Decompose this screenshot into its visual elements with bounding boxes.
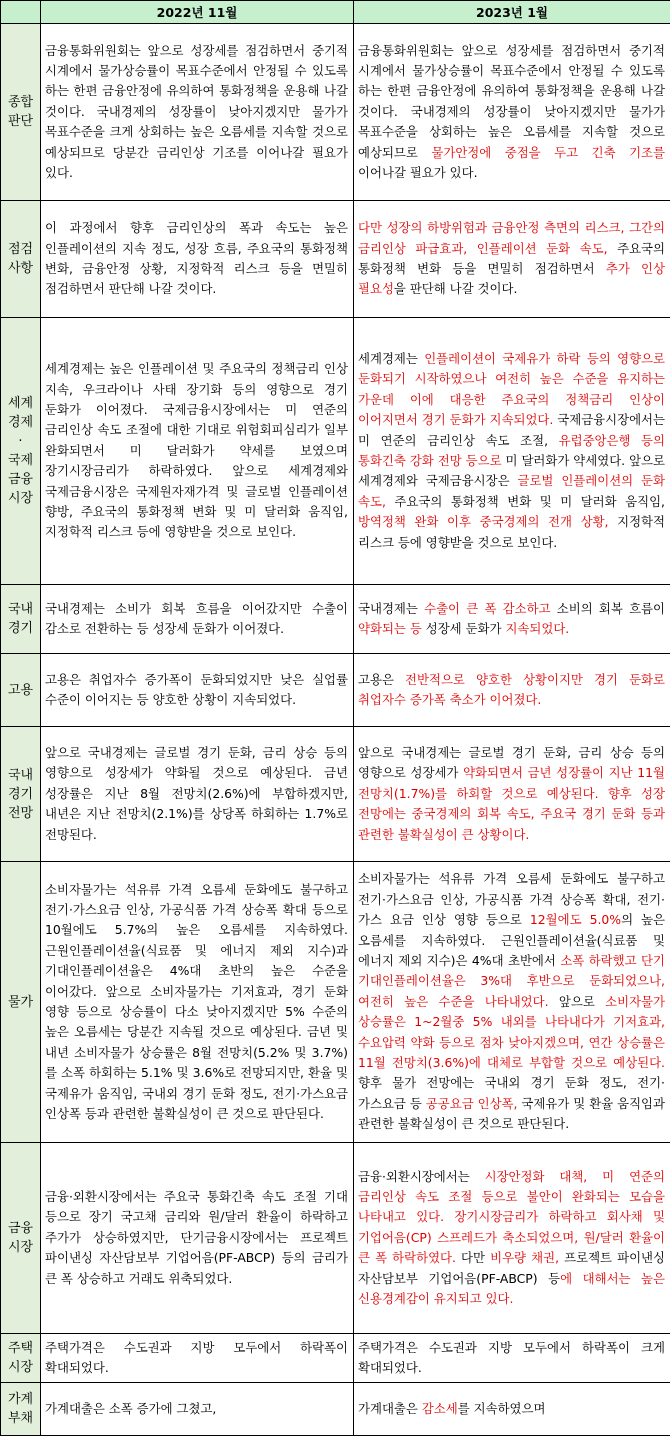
row-label: 금융 시장 bbox=[1, 1143, 41, 1334]
changed-text: 약화되면서 금년 성장률이 지난 11월 전망치(1.7%)를 하회할 것으로 예상된다. 향후 성장 전망에는 중국경제의 회복 속도, 주요국 경기 둔화 등과 관련한 불확실성이 큰 상황이다. bbox=[358, 765, 665, 841]
text: 주택가격은 수도권과 지방 모두에서 하락폭이 크게 확대되었다. bbox=[358, 1340, 665, 1375]
text: 이 과정에서 향후 금리인상의 폭과 속도는 높은 인플레이션의 지속 정도, 성장 흐름, 주요국의 통화정책 변화, 금융안정 상황, 지정학적 리스크 등을 면밀히 점검하면서 판단해 나갈 것이다. bbox=[45, 220, 348, 296]
text: 금융통화위원회는 앞으로 성장세를 점검하면서 중기적 시계에서 물가상승률이 목표수준에서 안정될 수 있도록 하는 한편 금융안정에 유의하여 통화정책을 운용해 나갈 것이다. 국내경제의 성장률이 낮아지겠지만 물가가 목표수준을 크게 상회하는 높은 오름세를 지속할 것으로 예상되므로 당분간 금리인상 기조를 이어나갈 필요가 있다. bbox=[45, 43, 348, 180]
cell-2023-01 bbox=[354, 727, 670, 862]
row-label: 국내 경기 전망 bbox=[1, 727, 41, 862]
text: 의 높은 오름세를 지속하였다. 근원인플레이션율(식료품 및 에너지 제외 지수)은 4%대 초반에서 bbox=[358, 912, 665, 968]
text: 미 달러화가 약세였다. 앞으로 세계경제와 국제금융시장은 bbox=[358, 453, 665, 488]
text: 앞으로 국내경제는 글로벌 경기 둔화, 금리 상승 등의 영향으로 성장세가 bbox=[358, 745, 665, 780]
row-label: 주택 시장 bbox=[1, 1334, 41, 1383]
cell-2023-01 bbox=[354, 862, 670, 1143]
cell-2023-01 bbox=[354, 1143, 670, 1334]
cell-2022-11 bbox=[41, 585, 354, 654]
cell-2022-11 bbox=[41, 1383, 354, 1436]
text: 주요국의 통화정책 변화 및 미 달러화 움직임, bbox=[386, 494, 665, 509]
cell-2023-01 bbox=[354, 1383, 670, 1436]
text: 프로젝트 파이낸싱 자산담보부 기업어음(PF-ABCP) 등 bbox=[358, 1250, 665, 1285]
text: 향후 물가 전망에는 국내외 경기 둔화 정도, 전기·가스요금 등 bbox=[358, 1075, 665, 1110]
row-label: 세계 경제 · 국제 금융 시장 bbox=[1, 318, 41, 585]
row-label: 가계 부채 bbox=[1, 1383, 41, 1436]
row-check-items bbox=[1, 201, 670, 318]
changed-text: 다만 성장의 하방위험과 금융안정 측면의 리스크, 그간의 금리인상 파급효과, 인플레이션 둔화 속도, bbox=[358, 220, 665, 255]
row-housing-market bbox=[1, 1334, 670, 1383]
text: 앞으로 bbox=[549, 994, 606, 1009]
text: 세계경제는 높은 인플레이션 및 주요국의 정책금리 인상 지속, 우크라이나 사태 장기화 등의 영향으로 경기 둔화가 이어졌다. 국제금융시장에서는 미 연준의 금리인상 속도 조절에 대한 기대로 위험회피심리가 일부 완화되면서 미 달러화가 약세를 보였으며 장기시장금리가 하락하였다. 앞으로 세계경제와 국제금융시장은 국제원자재가격 및 글로벌 인플레이션 향방, 주요국의 통화정책 변화 및 미 달러화 움직임, 지정학적 리스크 등에 영향받을 것으로 보인다. bbox=[45, 361, 348, 539]
text: 주택가격은 수도권과 지방 모두에서 하락폭이 확대되었다. bbox=[45, 1340, 348, 1375]
cell-2022-11 bbox=[41, 862, 354, 1143]
text: 고용은 취업자수 증가폭이 둔화되었지만 낮은 실업률 수준이 이어지는 등 양호한 상황이 지속되었다. bbox=[45, 672, 348, 707]
header-corner bbox=[1, 1, 41, 24]
text: 지정학적 리스크 등에 영향받을 것으로 보인다. bbox=[358, 514, 665, 549]
changed-text: 인플레이션이 국제유가 하락 등의 영향으로 둔화되기 시작하였으나 여전히 높은 수준을 유지하는 가운데 이에 대응한 주요국의 정책금리 인상이 이어지면서 경기 둔화가 지속되었다. bbox=[358, 351, 665, 427]
text: 이어나갈 필요가 있다. bbox=[358, 165, 478, 180]
changed-text: 에 대해서는 높은 신용경계감이 유지되고 있다. bbox=[358, 1271, 665, 1306]
row-financial-markets bbox=[1, 1143, 670, 1334]
text: 를 지속하였으며 bbox=[458, 1401, 546, 1416]
changed-text: 소폭 하락했고 bbox=[560, 953, 636, 968]
changed-text: 약화되는 등 bbox=[358, 621, 422, 636]
cell-2023-01 bbox=[354, 201, 670, 318]
cell-2023-01 bbox=[354, 318, 670, 585]
text: 주요국의 통화정책 변화 등을 면밀히 점검하면서 bbox=[358, 241, 665, 276]
text: 가계대출은 소폭 증가에 그쳤고, bbox=[45, 1401, 216, 1416]
changed-text: 소비자물가 상승률은 1~2월중 5% 내외를 나타내다가 기저효과, 수요압력 약화 등으로 점차 낮아지겠으며, 연간 상승률은 11월 전망치(3.6%)에 대체로 부합할 것으로 예상된다. bbox=[358, 994, 665, 1070]
changed-text: 방역정책 완화 이후 중국경제의 전개 상황, bbox=[358, 514, 608, 529]
cell-2023-01 bbox=[354, 1334, 670, 1383]
text: 소비자물가는 석유류 가격 오름세 둔화에도 불구하고 전기·가스요금 인상, 가공식품 가격 상승폭 확대, 전기·가스 요금 인상 영향 등으로 bbox=[358, 871, 665, 927]
row-label: 국내 경기 bbox=[1, 585, 41, 654]
header-2023-01: 2023년 1월 bbox=[354, 1, 670, 24]
header-row bbox=[1, 1, 670, 24]
text: 다만 bbox=[456, 1250, 490, 1265]
text: 국제금융시장에서는 미 연준의 금리인상 속도 조절, bbox=[358, 412, 665, 447]
cell-2022-11 bbox=[41, 727, 354, 862]
row-label: 종합 판단 bbox=[1, 24, 41, 201]
row-domestic-economy bbox=[1, 585, 670, 654]
text: 세계경제는 bbox=[358, 351, 424, 366]
cell-2022-11 bbox=[41, 1334, 354, 1383]
row-label: 물가 bbox=[1, 862, 41, 1143]
row-overall-judgment bbox=[1, 24, 670, 201]
text: 금융·외환시장에서는 주요국 통화긴축 속도 조절 기대 등으로 장기 국고채 금리와 원/달러 환율이 하락하고 주가가 상승하였지만, 단기금융시장에서는 프로젝트 파이낸싱 자산담보부 기업어음(PF-ABCP) 등의 금리가 큰 폭 상승하고 거래도 위축되었다. bbox=[45, 1189, 348, 1286]
changed-text: 물가안정에 중점을 두고 긴축 기조를 bbox=[431, 145, 665, 160]
cell-2023-01 bbox=[354, 654, 670, 727]
row-label: 점검 사항 bbox=[1, 201, 41, 318]
row-economic-outlook bbox=[1, 727, 670, 862]
changed-text: 비우량 채권, bbox=[490, 1250, 559, 1265]
text: 금융통화위원회는 앞으로 성장세를 점검하면서 중기적 시계에서 물가상승률이 목표수준에서 안정될 수 있도록 하는 한편 금융안정에 유의하여 통화정책을 운용해 나갈 것이다. 국내경제의 성장률이 낮아지겠지만 물가가 목표수준을 상회하는 높은 오름세를 지속할 것으로 예상되므로 bbox=[358, 43, 665, 160]
row-world-economy bbox=[1, 318, 670, 585]
text: 을 판단해 나갈 것이다. bbox=[394, 281, 517, 296]
header-2022-11: 2022년 11월 bbox=[41, 1, 354, 24]
cell-2022-11 bbox=[41, 318, 354, 585]
text: 소비의 회복 흐름이 bbox=[551, 601, 665, 616]
changed-text: 수출이 큰 폭 감소하고 bbox=[424, 601, 550, 616]
text: 가계대출은 bbox=[358, 1401, 422, 1416]
changed-text: 글로벌 인플레이션의 둔화 속도, bbox=[358, 473, 665, 508]
changed-text: 12월에도 5.0% bbox=[530, 912, 621, 927]
changed-text: 단기 기대인플레이션율은 3%대 후반으로 둔화되었으나, 여전히 높은 수준을 나타내었다. bbox=[358, 953, 665, 1009]
changed-text: 감소세 bbox=[422, 1401, 458, 1416]
changed-text: 시장안정화 대책, 미 연준의 금리인상 속도 조절 등으로 불안이 완화되는 모습을 나타내고 있다. 장기시장금리가 하락하고 회사채 및 기업어음(CP) 스프레드가 축소되었으며, 원/달러 환율이 큰 폭 하락하였다. bbox=[358, 1169, 665, 1266]
row-label: 고용 bbox=[1, 654, 41, 727]
changed-text: 유럽중앙은행 등의 통화긴축 강화 전망 등으로 bbox=[358, 433, 665, 468]
text: 소비자물가는 석유류 가격 오름세 둔화에도 불구하고 전기·가스요금 인상, 가공식품 가격 상승폭 확대 등으로 10월에도 5.7%의 높은 오름세를 지속하였다. 근원인플레이션율(식료품 및 에너지 제외 지수)과 기대인플레이션율은 4%대 초반의 높은 수준을 이어갔다. 앞으로 소비자물가는 기저효과, 경기 둔화 영향 등으로 상승률이 다소 낮아지겠지만 5% 수준의 높은 오름세는 당분간 지속될 것으로 예상된다. 금년 및 내년 소비자물가 상승률은 8월 전망치(5.2% 및 3.7%)를 소폭 하회하는 5.1% 및 3.6%로 전망되지만, 환율 및 국제유가 움직임, 국내외 경기 둔화 정도, 전기·가스요금 인상폭 등과 관련한 불확실성이 큰 것으로 판단된다. bbox=[45, 882, 348, 1121]
cell-2022-11 bbox=[41, 1143, 354, 1334]
text: 성장세 둔화가 bbox=[422, 621, 506, 636]
changed-text: 지속되었다. bbox=[505, 621, 569, 636]
row-employment bbox=[1, 654, 670, 727]
text: 고용은 bbox=[358, 672, 405, 687]
changed-text: 공공요금 인상폭, bbox=[426, 1096, 518, 1111]
cell-2022-11 bbox=[41, 654, 354, 727]
text: 국내경제는 bbox=[358, 601, 424, 616]
cell-2022-11 bbox=[41, 201, 354, 318]
text: 금융·외환시장에서는 bbox=[358, 1169, 485, 1184]
row-household-debt bbox=[1, 1383, 670, 1436]
cell-2022-11 bbox=[41, 24, 354, 201]
text: 국내경제는 소비가 회복 흐름을 이어갔지만 수출이 감소로 전환하는 등 성장세 둔화가 이어졌다. bbox=[45, 601, 348, 636]
text: 국제유가 및 환율 움직임과 관련한 불확실성이 큰 것으로 판단된다. bbox=[358, 1096, 665, 1131]
row-prices bbox=[1, 862, 670, 1143]
cell-2023-01 bbox=[354, 585, 670, 654]
cell-2023-01 bbox=[354, 24, 670, 201]
changed-text: 전반적으로 양호한 상황이지만 경기 둔화로 취업자수 증가폭 축소가 이어졌다. bbox=[358, 672, 665, 707]
changed-text: 추가 인상 필요성 bbox=[358, 261, 665, 296]
text: 앞으로 국내경제는 글로벌 경기 둔화, 금리 상승 등의 영향으로 성장세가 약화될 것으로 예상된다. 금년 성장률은 지난 8월 전망치(2.6%)에 부합하겠지만, 내년은 지난 전망치(2.1%)를 상당폭 하회하는 1.7%로 전망된다. bbox=[45, 745, 348, 842]
